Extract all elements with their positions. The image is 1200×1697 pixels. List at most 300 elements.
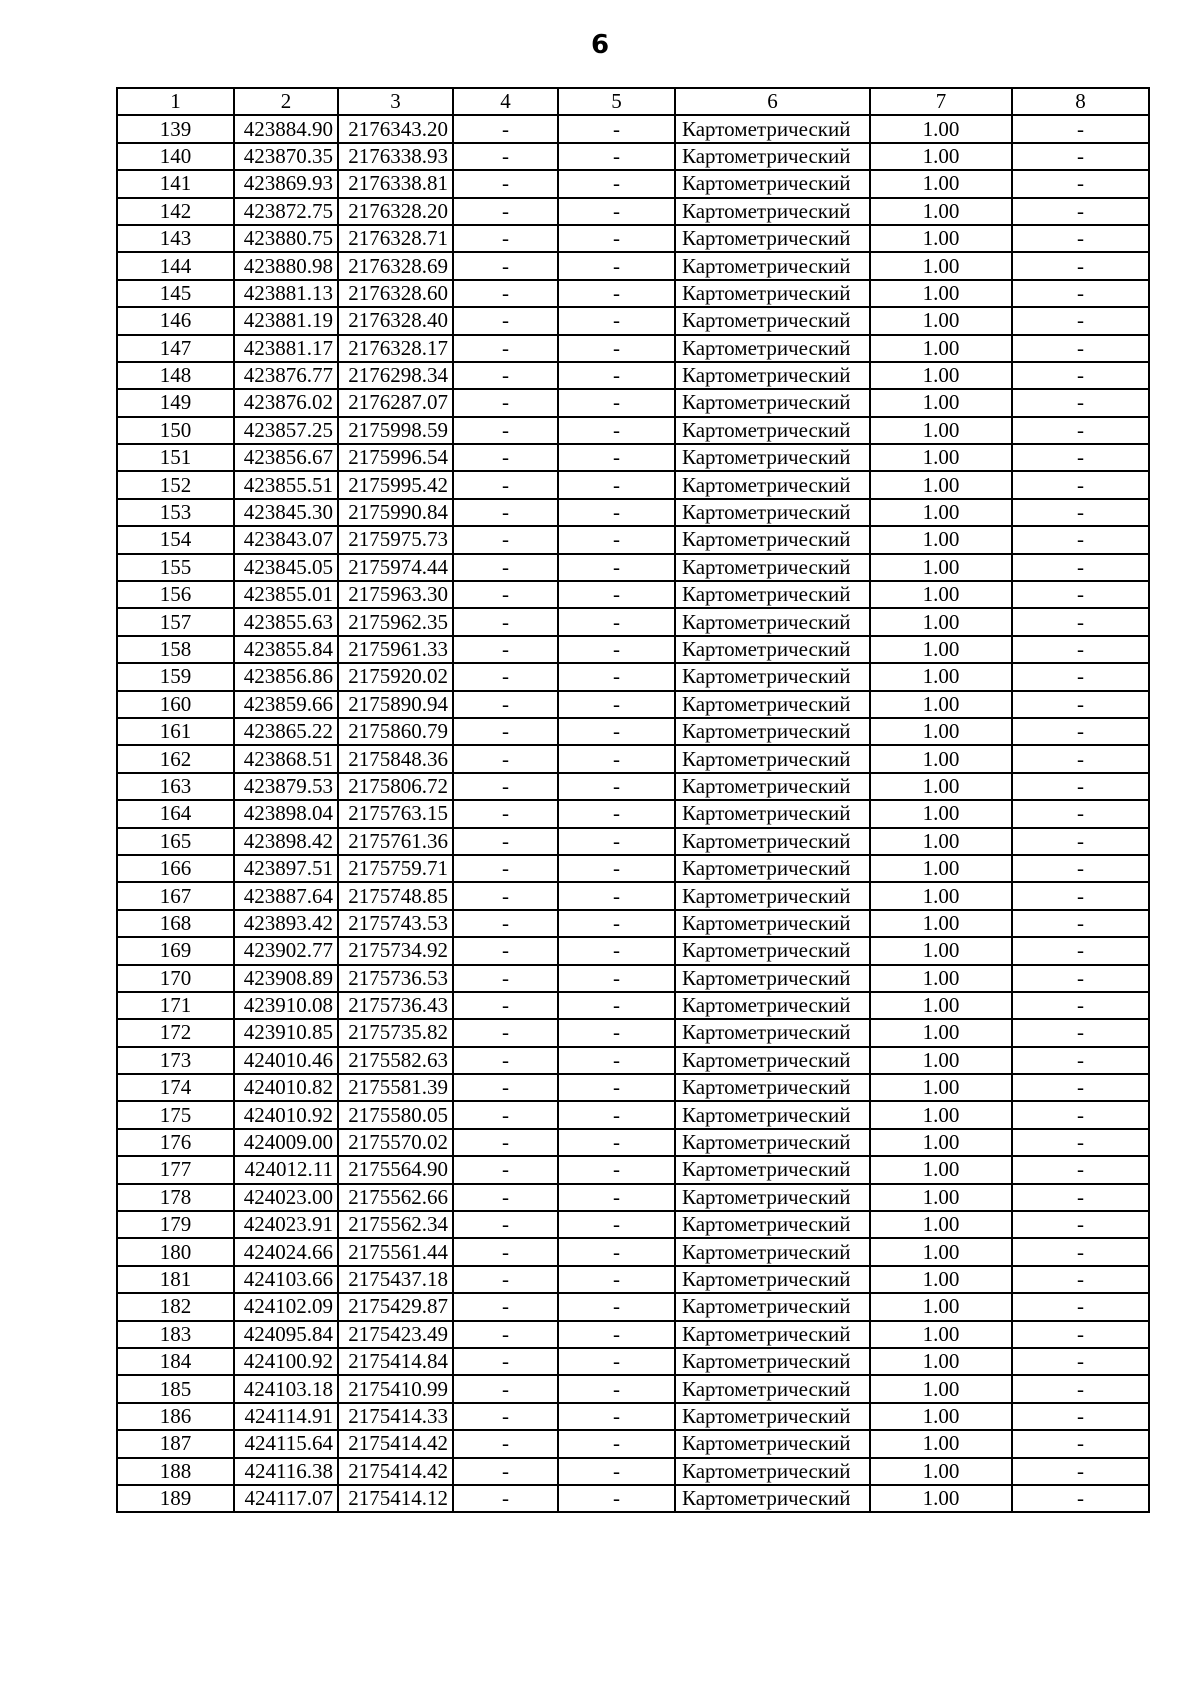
col5-cell: -: [558, 198, 675, 225]
method-cell: Картометрический: [675, 143, 870, 170]
table-row: [117, 718, 1149, 745]
y-coordinate-cell: 2176328.71: [338, 225, 453, 252]
col8-cell: -: [1012, 1101, 1149, 1128]
col8-cell: -: [1012, 198, 1149, 225]
col5-cell: -: [558, 335, 675, 362]
col8-cell: -: [1012, 663, 1149, 690]
col8-cell: -: [1012, 1074, 1149, 1101]
x-coordinate-cell: 424103.66: [234, 1266, 338, 1293]
point-number-cell: 165: [117, 828, 234, 855]
col8-cell: -: [1012, 1485, 1149, 1512]
point-number-cell: 172: [117, 1019, 234, 1046]
col4-cell: -: [453, 718, 558, 745]
method-cell: Картометрический: [675, 691, 870, 718]
accuracy-cell: 1.00: [870, 170, 1012, 197]
point-number-cell: 150: [117, 417, 234, 444]
point-number-cell: 153: [117, 499, 234, 526]
table-row: [117, 252, 1149, 279]
y-coordinate-cell: 2175564.90: [338, 1156, 453, 1183]
col4-cell: -: [453, 526, 558, 553]
point-number-cell: 145: [117, 280, 234, 307]
method-cell: Картометрический: [675, 1458, 870, 1485]
method-cell: Картометрический: [675, 965, 870, 992]
y-coordinate-cell: 2175561.44: [338, 1238, 453, 1265]
col4-cell: -: [453, 800, 558, 827]
y-coordinate-cell: 2175582.63: [338, 1047, 453, 1074]
x-coordinate-cell: 423843.07: [234, 526, 338, 553]
method-cell: Картометрический: [675, 992, 870, 1019]
method-cell: Картометрический: [675, 1375, 870, 1402]
point-number-cell: 164: [117, 800, 234, 827]
y-coordinate-cell: 2176328.69: [338, 252, 453, 279]
col5-cell: -: [558, 170, 675, 197]
method-cell: Картометрический: [675, 581, 870, 608]
col4-cell: -: [453, 1047, 558, 1074]
col5-cell: -: [558, 965, 675, 992]
accuracy-cell: 1.00: [870, 1129, 1012, 1156]
accuracy-cell: 1.00: [870, 882, 1012, 909]
col8-cell: -: [1012, 1238, 1149, 1265]
point-number-cell: 170: [117, 965, 234, 992]
header-cell-7: 7: [870, 88, 1012, 115]
method-cell: Картометрический: [675, 828, 870, 855]
table-row: [117, 444, 1149, 471]
x-coordinate-cell: 423876.77: [234, 362, 338, 389]
accuracy-cell: 1.00: [870, 1375, 1012, 1402]
accuracy-cell: 1.00: [870, 910, 1012, 937]
col5-cell: -: [558, 252, 675, 279]
x-coordinate-cell: 424010.82: [234, 1074, 338, 1101]
x-coordinate-cell: 424095.84: [234, 1321, 338, 1348]
accuracy-cell: 1.00: [870, 115, 1012, 142]
table-row: [117, 1101, 1149, 1128]
point-number-cell: 186: [117, 1403, 234, 1430]
col8-cell: -: [1012, 608, 1149, 635]
method-cell: Картометрический: [675, 882, 870, 909]
col5-cell: -: [558, 444, 675, 471]
method-cell: Картометрический: [675, 1101, 870, 1128]
col4-cell: -: [453, 581, 558, 608]
col4-cell: -: [453, 937, 558, 964]
table-row: [117, 691, 1149, 718]
col5-cell: -: [558, 362, 675, 389]
col8-cell: -: [1012, 800, 1149, 827]
col8-cell: -: [1012, 252, 1149, 279]
method-cell: Картометрический: [675, 773, 870, 800]
accuracy-cell: 1.00: [870, 526, 1012, 553]
col4-cell: -: [453, 636, 558, 663]
table-row: [117, 335, 1149, 362]
y-coordinate-cell: 2175961.33: [338, 636, 453, 663]
x-coordinate-cell: 424115.64: [234, 1430, 338, 1457]
point-number-cell: 140: [117, 143, 234, 170]
col4-cell: -: [453, 910, 558, 937]
y-coordinate-cell: 2175920.02: [338, 663, 453, 690]
y-coordinate-cell: 2176328.17: [338, 335, 453, 362]
method-cell: Картометрический: [675, 663, 870, 690]
header-cell-5: 5: [558, 88, 675, 115]
col8-cell: -: [1012, 554, 1149, 581]
col4-cell: -: [453, 225, 558, 252]
table-row: [117, 225, 1149, 252]
col8-cell: -: [1012, 170, 1149, 197]
col4-cell: -: [453, 1348, 558, 1375]
method-cell: Картометрический: [675, 115, 870, 142]
x-coordinate-cell: 423908.89: [234, 965, 338, 992]
col5-cell: -: [558, 636, 675, 663]
y-coordinate-cell: 2175990.84: [338, 499, 453, 526]
method-cell: Картометрический: [675, 1430, 870, 1457]
table-row: [117, 1184, 1149, 1211]
col4-cell: -: [453, 362, 558, 389]
col8-cell: -: [1012, 115, 1149, 142]
col4-cell: -: [453, 855, 558, 882]
method-cell: Картометрический: [675, 1074, 870, 1101]
x-coordinate-cell: 424023.91: [234, 1211, 338, 1238]
col4-cell: -: [453, 1375, 558, 1402]
point-number-cell: 163: [117, 773, 234, 800]
point-number-cell: 159: [117, 663, 234, 690]
x-coordinate-cell: 424009.00: [234, 1129, 338, 1156]
col4-cell: -: [453, 1403, 558, 1430]
accuracy-cell: 1.00: [870, 1266, 1012, 1293]
point-number-cell: 155: [117, 554, 234, 581]
col4-cell: -: [453, 773, 558, 800]
point-number-cell: 147: [117, 335, 234, 362]
point-number-cell: 143: [117, 225, 234, 252]
x-coordinate-cell: 423872.75: [234, 198, 338, 225]
y-coordinate-cell: 2175414.33: [338, 1403, 453, 1430]
col8-cell: -: [1012, 471, 1149, 498]
col5-cell: -: [558, 143, 675, 170]
point-number-cell: 161: [117, 718, 234, 745]
table-row: [117, 663, 1149, 690]
x-coordinate-cell: 424114.91: [234, 1403, 338, 1430]
point-number-cell: 188: [117, 1458, 234, 1485]
col4-cell: -: [453, 1129, 558, 1156]
col5-cell: -: [558, 1047, 675, 1074]
col8-cell: -: [1012, 882, 1149, 909]
y-coordinate-cell: 2175995.42: [338, 471, 453, 498]
y-coordinate-cell: 2176338.81: [338, 170, 453, 197]
col5-cell: -: [558, 581, 675, 608]
x-coordinate-cell: 423856.86: [234, 663, 338, 690]
col8-cell: -: [1012, 1266, 1149, 1293]
point-number-cell: 178: [117, 1184, 234, 1211]
col8-cell: -: [1012, 691, 1149, 718]
col5-cell: -: [558, 1101, 675, 1128]
accuracy-cell: 1.00: [870, 745, 1012, 772]
col8-cell: -: [1012, 444, 1149, 471]
col4-cell: -: [453, 965, 558, 992]
accuracy-cell: 1.00: [870, 1403, 1012, 1430]
table-row: [117, 1293, 1149, 1320]
col5-cell: -: [558, 1348, 675, 1375]
point-number-cell: 180: [117, 1238, 234, 1265]
accuracy-cell: 1.00: [870, 143, 1012, 170]
col8-cell: -: [1012, 1156, 1149, 1183]
col4-cell: -: [453, 499, 558, 526]
y-coordinate-cell: 2175580.05: [338, 1101, 453, 1128]
method-cell: Картометрический: [675, 855, 870, 882]
y-coordinate-cell: 2175860.79: [338, 718, 453, 745]
y-coordinate-cell: 2175423.49: [338, 1321, 453, 1348]
x-coordinate-cell: 424023.00: [234, 1184, 338, 1211]
col5-cell: -: [558, 1156, 675, 1183]
accuracy-cell: 1.00: [870, 417, 1012, 444]
col5-cell: -: [558, 1430, 675, 1457]
col8-cell: -: [1012, 1129, 1149, 1156]
point-number-cell: 187: [117, 1430, 234, 1457]
y-coordinate-cell: 2175974.44: [338, 554, 453, 581]
point-number-cell: 177: [117, 1156, 234, 1183]
col4-cell: -: [453, 828, 558, 855]
y-coordinate-cell: 2175998.59: [338, 417, 453, 444]
x-coordinate-cell: 424116.38: [234, 1458, 338, 1485]
accuracy-cell: 1.00: [870, 444, 1012, 471]
col4-cell: -: [453, 663, 558, 690]
col5-cell: -: [558, 718, 675, 745]
x-coordinate-cell: 423859.66: [234, 691, 338, 718]
x-coordinate-cell: 423857.25: [234, 417, 338, 444]
accuracy-cell: 1.00: [870, 389, 1012, 416]
col5-cell: -: [558, 554, 675, 581]
table-row: [117, 1458, 1149, 1485]
col5-cell: -: [558, 280, 675, 307]
accuracy-cell: 1.00: [870, 362, 1012, 389]
accuracy-cell: 1.00: [870, 1458, 1012, 1485]
y-coordinate-cell: 2175963.30: [338, 581, 453, 608]
accuracy-cell: 1.00: [870, 937, 1012, 964]
x-coordinate-cell: 423881.13: [234, 280, 338, 307]
col4-cell: -: [453, 745, 558, 772]
accuracy-cell: 1.00: [870, 499, 1012, 526]
col8-cell: -: [1012, 417, 1149, 444]
table-row: [117, 499, 1149, 526]
method-cell: Картометрический: [675, 1266, 870, 1293]
y-coordinate-cell: 2175429.87: [338, 1293, 453, 1320]
table-row: [117, 581, 1149, 608]
col4-cell: -: [453, 335, 558, 362]
x-coordinate-cell: 423893.42: [234, 910, 338, 937]
col4-cell: -: [453, 198, 558, 225]
header-row: [117, 88, 1149, 115]
table-row: [117, 143, 1149, 170]
y-coordinate-cell: 2175759.71: [338, 855, 453, 882]
method-cell: Картометрический: [675, 170, 870, 197]
method-cell: Картометрический: [675, 252, 870, 279]
point-number-cell: 175: [117, 1101, 234, 1128]
accuracy-cell: 1.00: [870, 471, 1012, 498]
col5-cell: -: [558, 1184, 675, 1211]
method-cell: Картометрический: [675, 1019, 870, 1046]
table-row: [117, 307, 1149, 334]
col8-cell: -: [1012, 581, 1149, 608]
method-cell: Картометрический: [675, 745, 870, 772]
point-number-cell: 189: [117, 1485, 234, 1512]
accuracy-cell: 1.00: [870, 663, 1012, 690]
table-row: [117, 115, 1149, 142]
y-coordinate-cell: 2175414.84: [338, 1348, 453, 1375]
col4-cell: -: [453, 1238, 558, 1265]
col4-cell: -: [453, 1074, 558, 1101]
col4-cell: -: [453, 280, 558, 307]
accuracy-cell: 1.00: [870, 225, 1012, 252]
y-coordinate-cell: 2175806.72: [338, 773, 453, 800]
point-number-cell: 144: [117, 252, 234, 279]
accuracy-cell: 1.00: [870, 1211, 1012, 1238]
col8-cell: -: [1012, 389, 1149, 416]
col5-cell: -: [558, 855, 675, 882]
col8-cell: -: [1012, 280, 1149, 307]
table-row: [117, 965, 1149, 992]
table-row: [117, 1238, 1149, 1265]
method-cell: Картометрический: [675, 1403, 870, 1430]
col8-cell: -: [1012, 1019, 1149, 1046]
col4-cell: -: [453, 1211, 558, 1238]
col5-cell: -: [558, 1074, 675, 1101]
col8-cell: -: [1012, 307, 1149, 334]
accuracy-cell: 1.00: [870, 1293, 1012, 1320]
table-row: [117, 1047, 1149, 1074]
x-coordinate-cell: 424102.09: [234, 1293, 338, 1320]
point-number-cell: 174: [117, 1074, 234, 1101]
point-number-cell: 156: [117, 581, 234, 608]
point-number-cell: 149: [117, 389, 234, 416]
col4-cell: -: [453, 1430, 558, 1457]
point-number-cell: 179: [117, 1211, 234, 1238]
accuracy-cell: 1.00: [870, 992, 1012, 1019]
table-row: [117, 608, 1149, 635]
method-cell: Картометрический: [675, 280, 870, 307]
point-number-cell: 171: [117, 992, 234, 1019]
y-coordinate-cell: 2176328.40: [338, 307, 453, 334]
col4-cell: -: [453, 1266, 558, 1293]
x-coordinate-cell: 423879.53: [234, 773, 338, 800]
x-coordinate-cell: 424010.46: [234, 1047, 338, 1074]
col4-cell: -: [453, 1156, 558, 1183]
table-row: [117, 1348, 1149, 1375]
header-cell-4: 4: [453, 88, 558, 115]
accuracy-cell: 1.00: [870, 1019, 1012, 1046]
point-number-cell: 154: [117, 526, 234, 553]
col4-cell: -: [453, 554, 558, 581]
table-row: [117, 745, 1149, 772]
method-cell: Картометрический: [675, 417, 870, 444]
col8-cell: -: [1012, 1375, 1149, 1402]
x-coordinate-cell: 424010.92: [234, 1101, 338, 1128]
table-row: [117, 526, 1149, 553]
point-number-cell: 181: [117, 1266, 234, 1293]
col8-cell: -: [1012, 1184, 1149, 1211]
col5-cell: -: [558, 1321, 675, 1348]
col4-cell: -: [453, 170, 558, 197]
col8-cell: -: [1012, 1348, 1149, 1375]
col8-cell: -: [1012, 362, 1149, 389]
table-row: [117, 554, 1149, 581]
method-cell: Картометрический: [675, 526, 870, 553]
method-cell: Картометрический: [675, 1348, 870, 1375]
col8-cell: -: [1012, 1211, 1149, 1238]
col5-cell: -: [558, 1238, 675, 1265]
col5-cell: -: [558, 663, 675, 690]
col4-cell: -: [453, 389, 558, 416]
x-coordinate-cell: 423856.67: [234, 444, 338, 471]
accuracy-cell: 1.00: [870, 1074, 1012, 1101]
accuracy-cell: 1.00: [870, 1485, 1012, 1512]
table-row: [117, 937, 1149, 964]
method-cell: Картометрический: [675, 225, 870, 252]
accuracy-cell: 1.00: [870, 800, 1012, 827]
y-coordinate-cell: 2175734.92: [338, 937, 453, 964]
method-cell: Картометрический: [675, 1211, 870, 1238]
col4-cell: -: [453, 1458, 558, 1485]
accuracy-cell: 1.00: [870, 1321, 1012, 1348]
accuracy-cell: 1.00: [870, 1047, 1012, 1074]
point-number-cell: 184: [117, 1348, 234, 1375]
col5-cell: -: [558, 307, 675, 334]
accuracy-cell: 1.00: [870, 252, 1012, 279]
x-coordinate-cell: 423910.85: [234, 1019, 338, 1046]
col5-cell: -: [558, 389, 675, 416]
col4-cell: -: [453, 1101, 558, 1128]
accuracy-cell: 1.00: [870, 307, 1012, 334]
col8-cell: -: [1012, 636, 1149, 663]
col4-cell: -: [453, 1293, 558, 1320]
col8-cell: -: [1012, 1293, 1149, 1320]
header-cell-8: 8: [1012, 88, 1149, 115]
point-number-cell: 142: [117, 198, 234, 225]
col4-cell: -: [453, 444, 558, 471]
col5-cell: -: [558, 745, 675, 772]
col5-cell: -: [558, 1266, 675, 1293]
x-coordinate-cell: 423898.04: [234, 800, 338, 827]
y-coordinate-cell: 2175410.99: [338, 1375, 453, 1402]
table-header: [117, 88, 1149, 115]
x-coordinate-cell: 424103.18: [234, 1375, 338, 1402]
col4-cell: -: [453, 1184, 558, 1211]
col4-cell: -: [453, 252, 558, 279]
x-coordinate-cell: 423887.64: [234, 882, 338, 909]
col5-cell: -: [558, 1403, 675, 1430]
point-number-cell: 182: [117, 1293, 234, 1320]
y-coordinate-cell: 2175736.43: [338, 992, 453, 1019]
method-cell: Картометрический: [675, 800, 870, 827]
y-coordinate-cell: 2176343.20: [338, 115, 453, 142]
method-cell: Картометрический: [675, 1184, 870, 1211]
table-body: [117, 115, 1149, 1512]
col5-cell: -: [558, 225, 675, 252]
col8-cell: -: [1012, 1047, 1149, 1074]
y-coordinate-cell: 2175761.36: [338, 828, 453, 855]
x-coordinate-cell: 423902.77: [234, 937, 338, 964]
col8-cell: -: [1012, 335, 1149, 362]
table-row: [117, 417, 1149, 444]
header-cell-2: 2: [234, 88, 338, 115]
col4-cell: -: [453, 691, 558, 718]
col8-cell: -: [1012, 745, 1149, 772]
col8-cell: -: [1012, 718, 1149, 745]
x-coordinate-cell: 423897.51: [234, 855, 338, 882]
x-coordinate-cell: 423855.01: [234, 581, 338, 608]
method-cell: Картометрический: [675, 1321, 870, 1348]
method-cell: Картометрический: [675, 718, 870, 745]
table-row: [117, 800, 1149, 827]
table-row: [117, 1430, 1149, 1457]
method-cell: Картометрический: [675, 307, 870, 334]
col5-cell: -: [558, 1129, 675, 1156]
y-coordinate-cell: 2175736.53: [338, 965, 453, 992]
